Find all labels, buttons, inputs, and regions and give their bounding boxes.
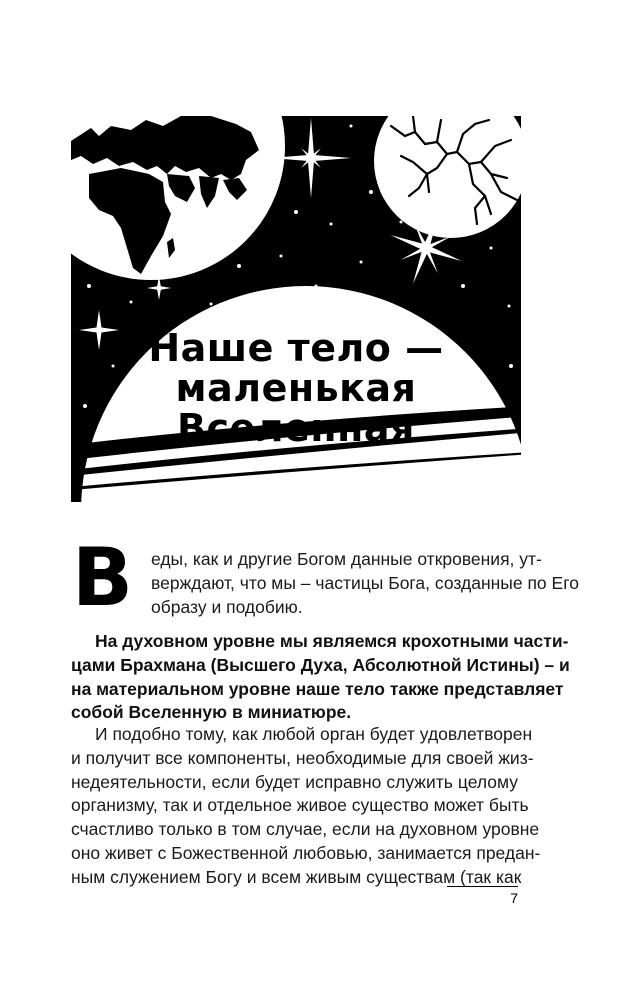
text-line: на материальном уровне наше тело также представляет <box>71 678 564 699</box>
paragraph-body <box>71 723 541 890</box>
paragraph-intro <box>151 548 579 619</box>
text-line: оно живет с Божественной любовью, занимается предан- <box>71 842 541 863</box>
text-line: собой Вселенную в миниатюре. <box>71 702 352 723</box>
text-line: На духовном уровне мы являемся крохотными части- <box>95 631 569 651</box>
chapter-title <box>71 328 521 448</box>
text-line: и получит все компоненты, необходимые для своей жиз- <box>71 747 534 768</box>
drop-cap: В <box>72 531 133 624</box>
text-line: еды, как и другие Богом данные откровения, ут- <box>151 549 542 569</box>
text-line: ным служением Богу и всем живым существам (так как <box>71 866 522 887</box>
text-line: цами Брахмана (Высшего Духа, Абсолютной Истины) – и <box>71 654 570 675</box>
chapter-title-line: Наше тело — <box>148 326 444 370</box>
paragraph-bold-statement <box>71 630 570 725</box>
page-number: 7 <box>510 890 518 906</box>
chapter-title-line: Вселенная <box>177 406 415 450</box>
text-line: недеятельности, если будет исправно служить целому <box>71 771 518 792</box>
chapter-title-line: маленькая <box>175 366 417 410</box>
text-line: И подобно тому, как любой орган будет удовлетворен <box>95 724 533 744</box>
footer-rule <box>447 886 518 887</box>
text-line: организму, так и отдельное живое существо может быть <box>71 795 529 816</box>
text-line: счастливо только в том случае, если на духовном уровне <box>71 819 540 840</box>
text-line: образу и подобию. <box>151 596 303 617</box>
text-line: верждают, что мы – частицы Бога, созданные по Его <box>151 572 579 593</box>
